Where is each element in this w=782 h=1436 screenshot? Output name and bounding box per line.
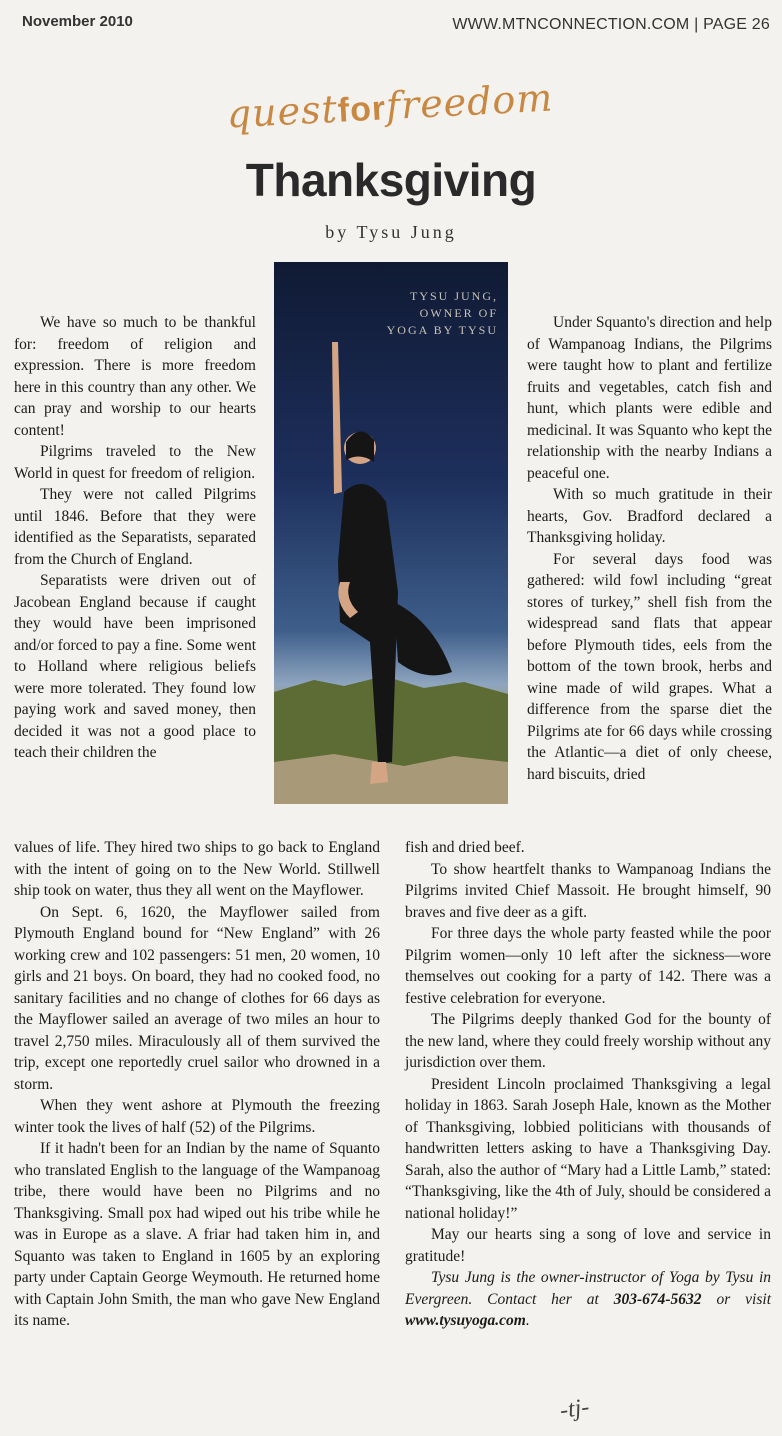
paragraph: Pilgrims traveled to the New World in quest for freedom of religion. — [14, 443, 256, 482]
paragraph: We have so much to be thankful for: freedom of religion and expression. There is more freedom here in this country than any other. We can pray and worship to our hearts content! — [14, 314, 256, 439]
author-website-link[interactable]: www.tysuyoga.com — [405, 1312, 526, 1329]
paragraph: May our hearts sing a song of love and service in gratitude! — [405, 1226, 771, 1265]
kicker-pre: quest — [225, 86, 339, 137]
paragraph: On Sept. 6, 1620, the Mayflower sailed from Plymouth England bound for “New England” with 26 working crew and 102 passengers: 51 men, 20 women, 10 girls and 21 boys. On board, they had no cooked food, no sanitary facilities and no change of clothes for 66 days as the Mayflower sailed an average of two miles an hour to travel 2,750 miles. Miraculously all of them survived the trip, except one reportedly cruel sailor who drowned in a storm. — [14, 903, 380, 1093]
photo-caption — [387, 288, 498, 339]
yoga-pose-illustration — [274, 262, 508, 804]
kicker-post: freedom — [384, 75, 555, 129]
author-note — [405, 1267, 771, 1332]
paragraph: Separatists were driven out of Jacobean England because if caught they would have been imprisoned and/or forced to pay a fine. Some went to Holland where religious beliefs were more tolerated. They found low paying work and saved money, then decided it was not a good place to teach their children the — [14, 572, 256, 761]
column-left-upper — [14, 312, 256, 764]
issue-date: November 2010 — [22, 13, 133, 30]
section-kicker — [189, 74, 591, 139]
author-yoga-photo — [274, 262, 508, 804]
kicker-emphasis: for — [336, 89, 388, 130]
article-title: Thanksgiving — [245, 154, 537, 206]
author-phone: 303-674-5632 — [613, 1290, 702, 1308]
author-note-text: Tysu Jung is the owner-instructor of Yoga by Tysu in Evergreen. Contact her at — [405, 1269, 771, 1308]
photo-caption-line: YOGA BY TYSU — [386, 323, 498, 337]
author-or-visit: or visit — [701, 1290, 771, 1308]
paragraph: With so much gratitude in their hearts, Gov. Bradford declared a Thanksgiving holiday. — [527, 486, 772, 546]
column-right-lower — [405, 837, 771, 1332]
column-right-upper — [527, 312, 772, 785]
paragraph: When they went ashore at Plymouth the freezing winter took the lives of half (52) of the Pilgrims. — [14, 1097, 380, 1136]
paragraph: For several days food was gathered: wild fowl including “great stores of turkey,” shell fish from the widespread sand flats that appear before Plymouth tides, eels from the bottom of the town brook, herbs and wine made of wild grapes. What a difference from the sparse diet the Pilgrims ate for 66 days while crossing the Atlantic—a diet of only cheese, hard biscuits, dried — [527, 550, 772, 783]
author-note-end: . — [525, 1312, 530, 1329]
column-left-lower — [14, 837, 380, 1332]
paragraph-continued: values of life. They hired two ships to go back to England with the intent of going on to the New World. Stillwell ship took on water, thus they all went on the Mayflower. — [14, 839, 380, 899]
paragraph: They were not called Pilgrims until 1846. Before that they were identified as the Separatists, separated from the Church of England. — [14, 486, 256, 568]
paragraph: If it hadn't been for an Indian by the name of Squanto who translated English to the language of the Wampanoag tribe, there would have been no Pilgrims and no Thanksgiving. Small pox had wiped out his tribe while he was in Europe as a slave. A friar had taken him in, and Squanto was taken to England in 1605 by an exploring party under Captain George Weymouth. He returned home with Captain John Smith, the man who gave New England its name. — [14, 1140, 380, 1329]
article-byline: by Tysu Jung — [325, 222, 457, 242]
photo-caption-line: OWNER OF — [419, 306, 498, 320]
author-signature: -tj- — [558, 1394, 591, 1424]
paragraph-continued: fish and dried beef. — [405, 839, 525, 856]
paragraph: For three days the whole party feasted while the poor Pilgrim women—only 10 left after the sickness—wore themselves out cooking for a party of 142. There was a festive celebration for everyone. — [405, 925, 771, 1007]
site-and-page-number: WWW.MTNCONNECTION.COM | PAGE 26 — [452, 16, 770, 33]
paragraph: The Pilgrims deeply thanked God for the bounty of the new land, where they could freely worship without any jurisdiction over them. — [405, 1011, 771, 1071]
paragraph: Under Squanto's direction and help of Wampanoag Indians, the Pilgrims were taught how to plant and fertilize fruits and vegetables, catch fish and hunt, which plants were edible and medicinal. It was Squanto who kept the relationship with the nearby Indians a peaceful one. — [527, 314, 772, 482]
paragraph: President Lincoln proclaimed Thanksgiving a legal holiday in 1863. Sarah Joseph Hale, known as the Mother of Thanksgiving, lobbied politicians with thousands of handwritten letters asking to have a Thanksgiving Day. Sarah, also the author of “Mary had a Little Lamb,” stated: “Thanksgiving, like the 4th of July, should be considered a national holiday!” — [405, 1075, 771, 1222]
paragraph: To show heartfelt thanks to Wampanoag Indians the Pilgrims invited Chief Massoit. He brought himself, 90 braves and five deer as a gift. — [405, 860, 771, 921]
photo-caption-line: TYSU JUNG, — [409, 289, 498, 303]
